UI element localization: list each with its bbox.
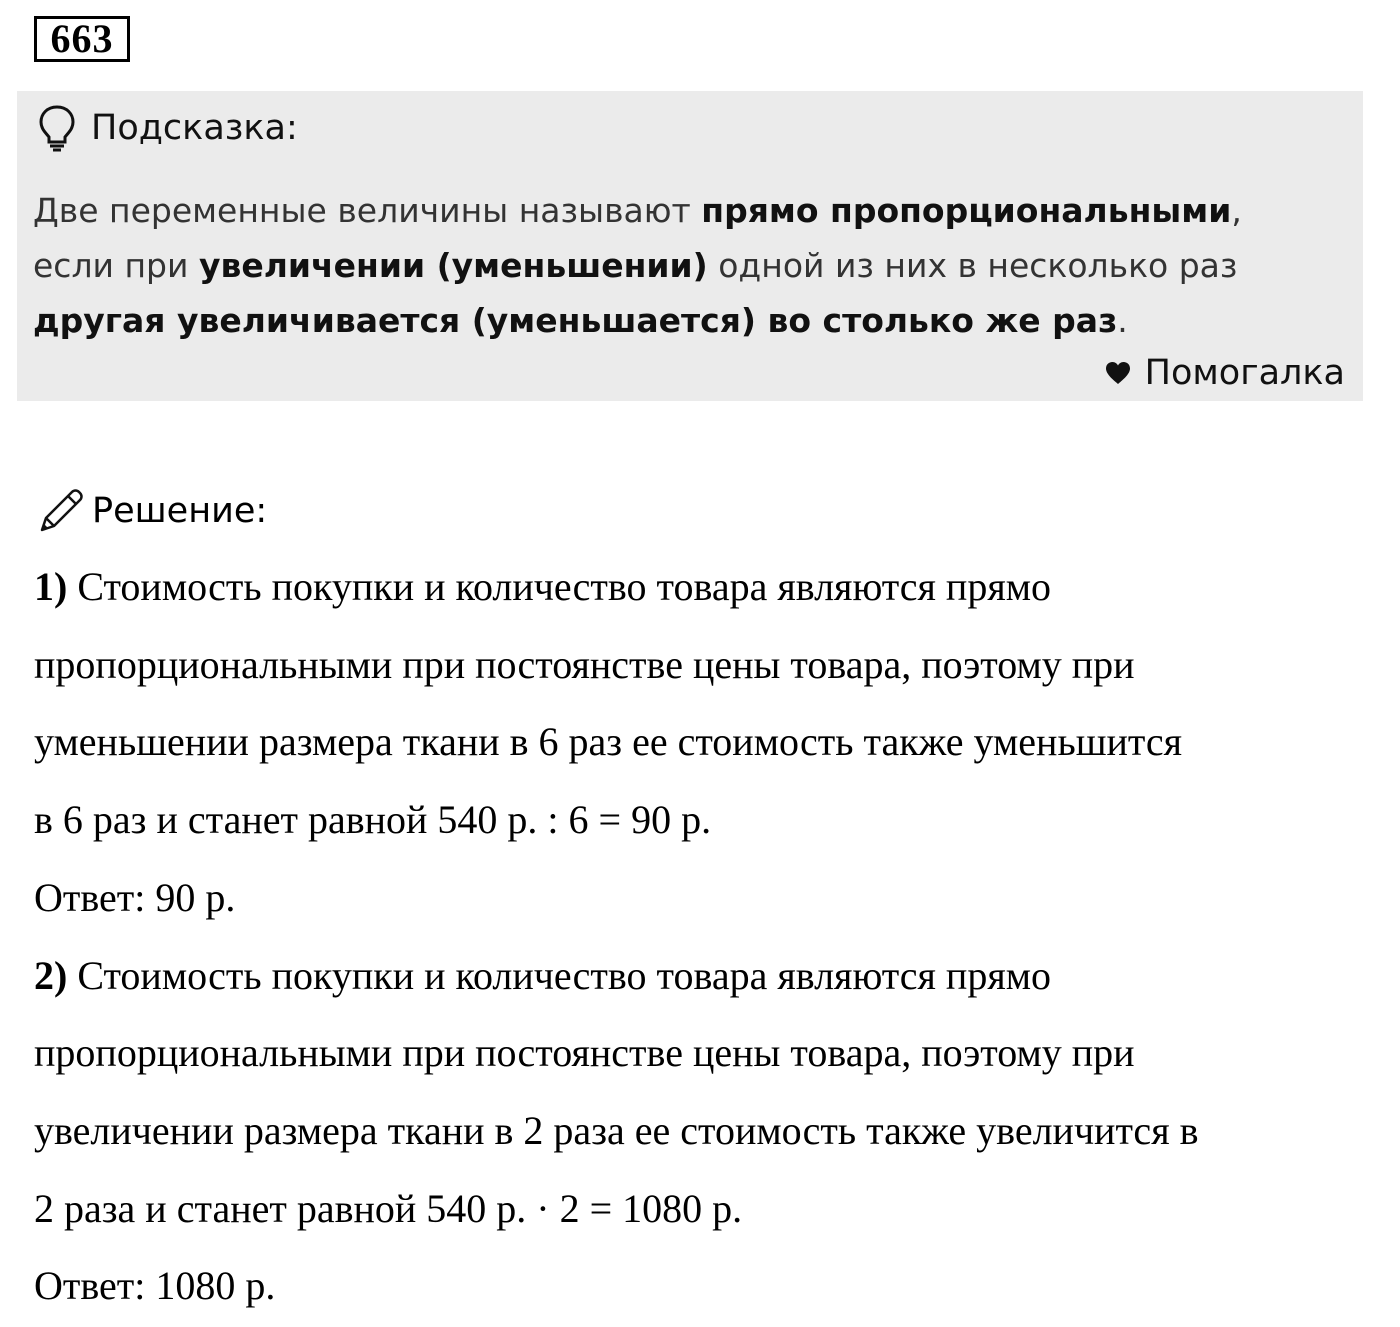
- part-number: 1): [34, 564, 68, 609]
- solution-line: [34, 548, 1374, 626]
- solution-title: Решение:: [92, 491, 268, 531]
- hint-bold-term: увеличении (уменьшении): [198, 246, 708, 285]
- hint-text-part: .: [1117, 301, 1128, 340]
- answer-line: Ответ: 90 р.: [34, 874, 236, 920]
- hint-text: [33, 183, 1333, 348]
- hint-text-part: одной из них в несколько раз: [707, 246, 1238, 285]
- part-number: 2): [34, 952, 68, 998]
- solution-text: Стоимость покупки и количество товара являются прямо: [67, 952, 1052, 998]
- solution-line: пропорциональными при постоянстве цены товара, поэтому при: [34, 641, 1135, 687]
- answer-line: Ответ: 1080 р.: [34, 1263, 276, 1309]
- solution-text: Стоимость покупки и количество товара являются прямо: [67, 564, 1052, 609]
- solution-line: пропорциональными при постоянстве цены товара, поэтому при: [34, 1030, 1135, 1076]
- heart-icon: [1105, 361, 1131, 385]
- lightbulb-icon: [37, 104, 77, 152]
- solution-line: 2 раза и станет равной 540 р. · 2 = 1080 р.: [34, 1185, 743, 1231]
- hint-bold-term: другая увеличивается (уменьшается) во столько же раз: [33, 301, 1118, 340]
- hint-text-part: Две переменные величины называют: [33, 191, 702, 230]
- solution-body: [34, 548, 1374, 1325]
- hint-text-part: ,: [1231, 191, 1242, 230]
- hint-title: Подсказка:: [91, 108, 298, 148]
- solution-line: в 6 раз и станет равной 540 р. : 6 = 90 р.: [34, 797, 712, 843]
- solution-header: [34, 486, 267, 536]
- hint-bold-term: прямо пропорциональными: [701, 191, 1232, 230]
- helper-label: Помогалка: [1144, 353, 1345, 393]
- exercise-number: 663: [34, 16, 130, 62]
- solution-line: уменьшении размера ткани в 6 раз ее стоимость также уменьшится: [34, 719, 1183, 765]
- solution-line: увеличении размера ткани в 2 раза ее стоимость также увеличится в: [34, 1107, 1199, 1153]
- hint-text-part: если при: [33, 246, 199, 285]
- hint-header: [37, 103, 298, 153]
- solution-line: [34, 937, 1374, 1015]
- pencil-icon: [34, 486, 86, 536]
- hint-box: [17, 91, 1363, 401]
- helper-credit: [1105, 353, 1345, 393]
